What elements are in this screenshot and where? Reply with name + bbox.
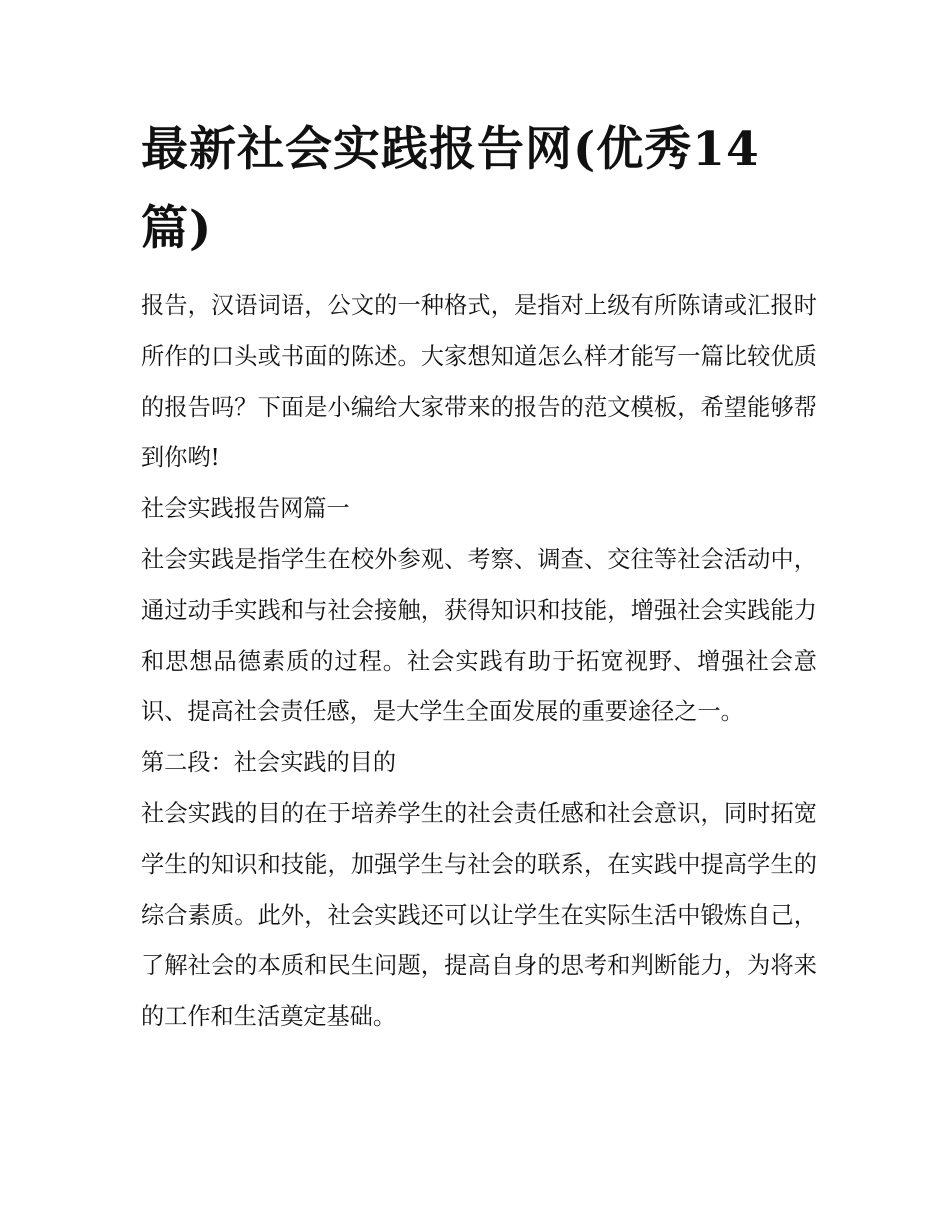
document-body bbox=[141, 110, 817, 1043]
body-paragraph-1: 社会实践是指学生在校外参观、考察、调查、交往等社会活动中，通过动手实践和与社会接触，获得知识和技能，增强社会实践能力和思想品德素质的过程。社会实践有助于拓宽视野、增强社会意识、提高社会责任感，是大学生全面发展的重要途径之一。 bbox=[141, 545, 817, 726]
document-title: 最新社会实践报告网(优秀14篇) bbox=[141, 122, 760, 256]
intro-paragraph: 报告，汉语词语，公文的一种格式，是指对上级有所陈请或汇报时所作的口头或书面的陈述。大家想知道怎么样才能写一篇比较优质的报告吗？下面是小编给大家带来的报告的范文模板，希望能够帮到你哟! bbox=[141, 292, 817, 472]
body-paragraph-2: 社会实践的目的在于培养学生的社会责任感和社会意识，同时拓宽学生的知识和技能，加强学生与社会的联系，在实践中提高学生的综合素质。此外，社会实践还可以让学生在实际生活中锻炼自己，了解社会的本质和民生问题，提高自身的思考和判断能力，为将来的工作和生活奠定基础。 bbox=[141, 799, 817, 1031]
section-heading-2: 第二段：社会实践的目的 bbox=[141, 749, 397, 777]
section-heading-1: 社会实践报告网篇一 bbox=[141, 495, 350, 523]
